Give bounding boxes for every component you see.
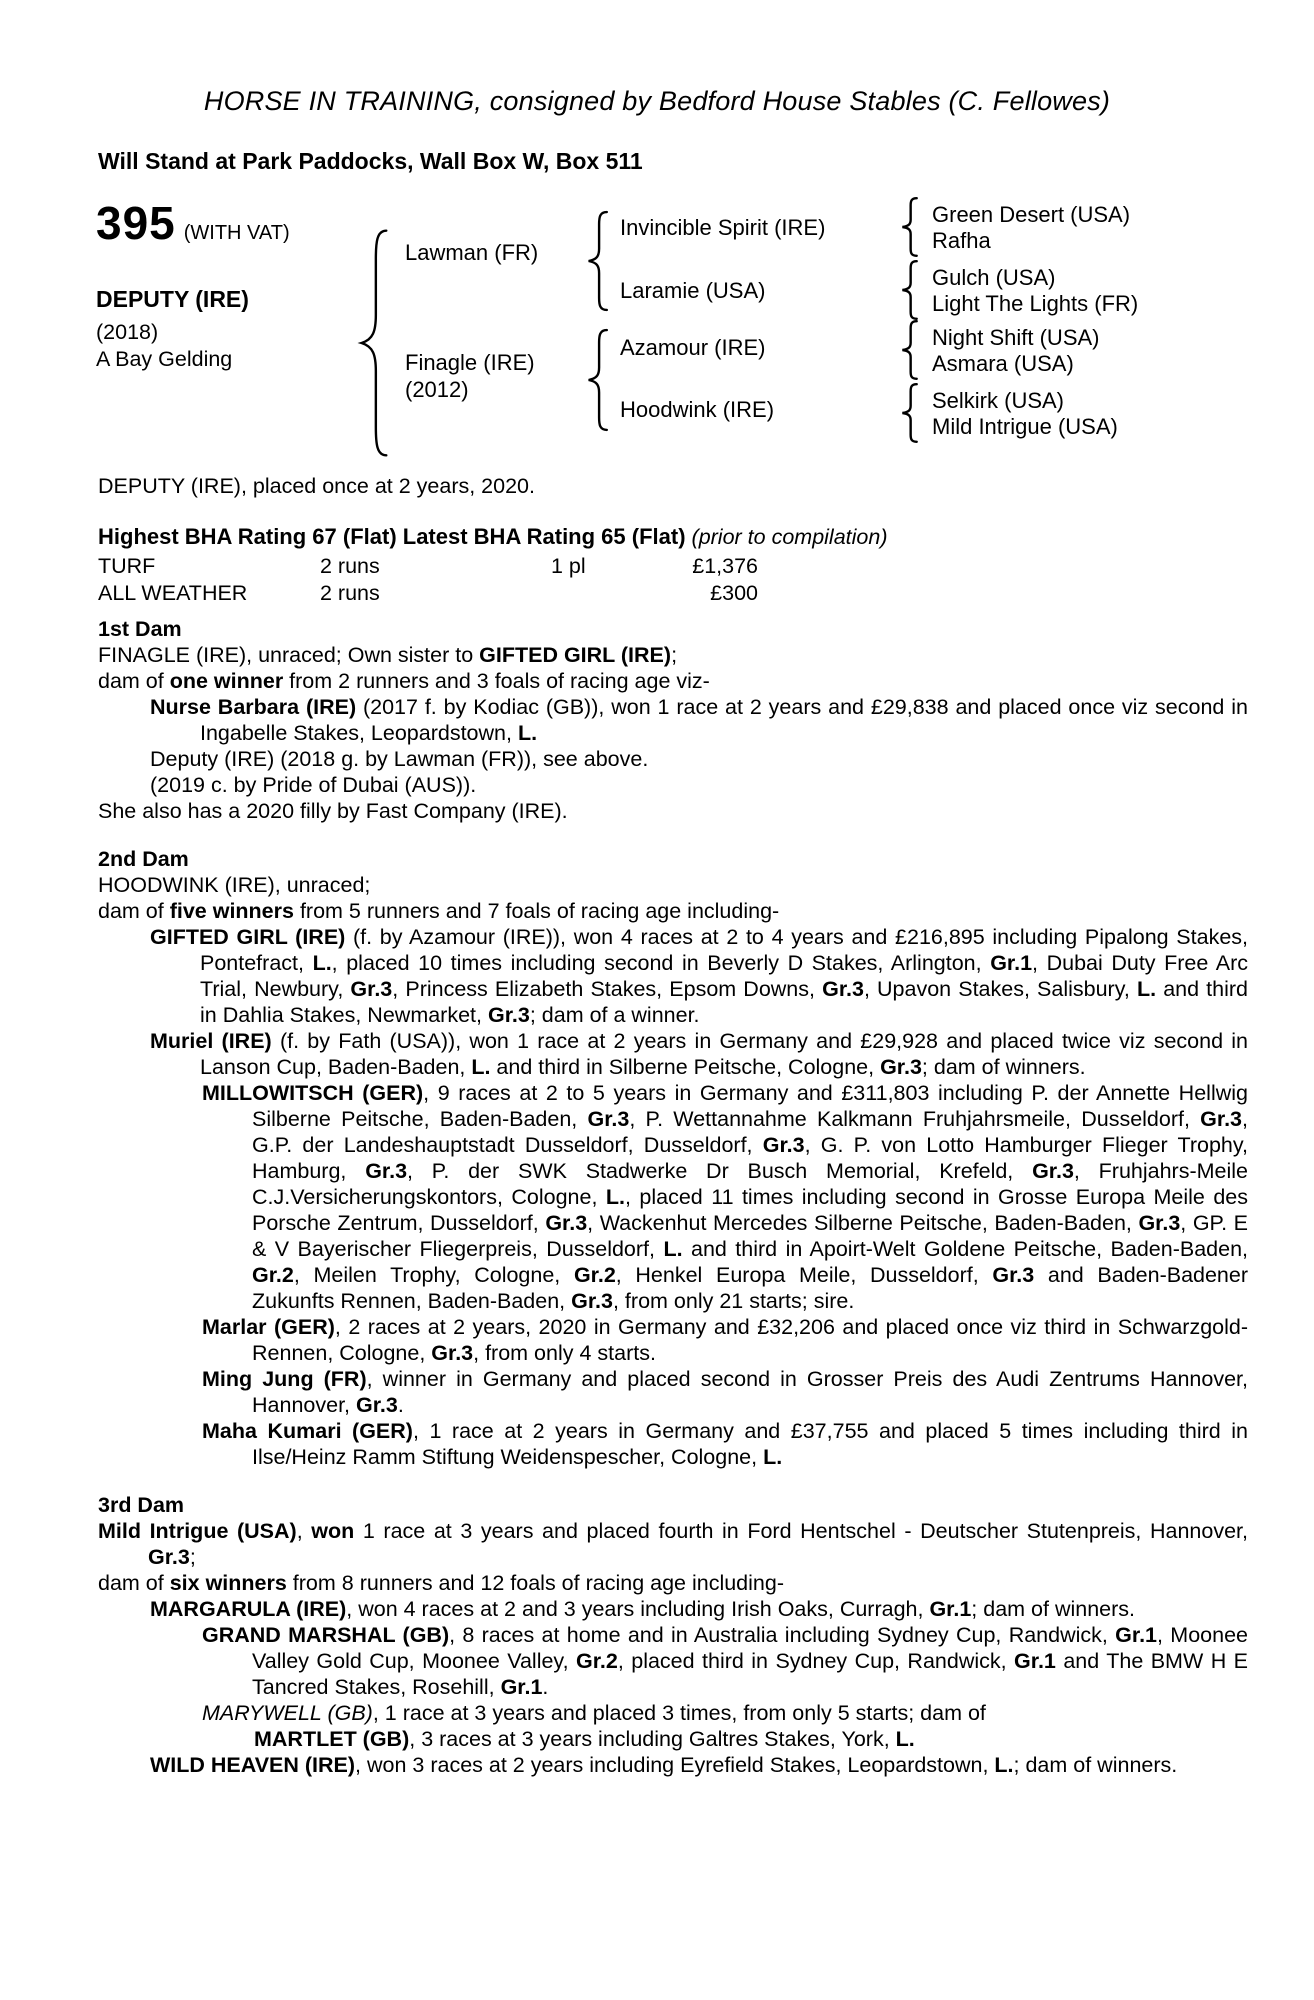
record-runs: 2 runs [320, 554, 380, 578]
pedigree-brace-sire [583, 210, 611, 312]
pedigree-great-grandparent: Light The Lights (FR) [932, 291, 1139, 316]
pedigree-great-grandparent: Asmara (USA) [932, 351, 1074, 376]
bha-rating-line [98, 524, 888, 550]
rating-note: (prior to compilation) [691, 525, 888, 549]
stand-location-line: Will Stand at Park Paddocks, Wall Box W, Box 511 [98, 148, 643, 174]
pedigree-paragraph: GRAND MARSHAL (GB), 8 races at home and in Australia including Sydney Cup, Randwick, Gr.1, Moonee Valley Gold Cup, Moonee Valley, Gr.2, placed third in Sydney Cup, Randwick, Gr.1 and The BMW H E Tancred Stakes, Rosehill, Gr.1. [202, 1623, 1248, 1699]
record-earnings: £300 [710, 581, 758, 605]
pedigree-great-grandparent: Gulch (USA) [932, 265, 1056, 290]
pedigree-paragraph: Nurse Barbara (IRE) (2017 f. by Kodiac (GB)), won 1 race at 2 years and £29,838 and placed once viz second in Ingabelle Stakes, Leopardstown, L. [150, 695, 1248, 745]
record-surface: TURF [98, 554, 156, 578]
pedigree-paragraph: Mild Intrigue (USA), won 1 race at 3 years and placed fourth in Ford Hentschel - Deutscher Stutenpreis, Hannover, Gr.3; [98, 1519, 1248, 1569]
record-places: 1 pl [551, 554, 586, 578]
dam-section-body [98, 642, 1248, 824]
lot-block [96, 196, 290, 250]
pedigree-paragraph: dam of five winners from 5 runners and 7 foals of racing age including- [98, 899, 780, 923]
pedigree-great-grandparent: Selkirk (USA) [932, 388, 1065, 413]
pedigree-paragraph: Maha Kumari (GER), 1 race at 2 years in Germany and £37,755 and placed 5 times including third in Ilse/Heinz Ramm Stiftung Weidenspescher, Cologne, L. [202, 1419, 1249, 1469]
record-row-all-weather [98, 581, 798, 608]
pedigree-paragraph: Muriel (IRE) (f. by Fath (USA)), won 1 race at 2 years in Germany and £29,928 and placed twice viz second in Lanson Cup, Baden-Baden, L. and third in Silberne Peitsche, Cologne, Gr.3; dam of winners. [150, 1029, 1248, 1079]
pedigree-dam: Finagle (IRE) [405, 350, 535, 375]
pedigree-great-grandparent: Night Shift (USA) [932, 325, 1100, 350]
dam-section-heading: 2nd Dam [98, 847, 189, 871]
dam-section-body [98, 872, 1248, 1470]
pedigree-grandsire-paternal: Invincible Spirit (IRE) [620, 215, 826, 240]
pedigree-paragraph: MILLOWITSCH (GER), 9 races at 2 to 5 years in Germany and £311,803 including P. der Annette Hellwig Silberne Peitsche, Baden-Baden, Gr.3, P. Wettannahme Kalkmann Fruhjahrsmeile, Dusseldorf, Gr.3, G.P. der Landeshauptstadt Dusseldorf, Dusseldorf, Gr.3, G. P. von Lotto Hamburger Flieger Trophy, Hamburg, Gr.3, P. der SWK Stadwerke Dr Busch Memorial, Krefeld, Gr.3, Fruhjahrs-Meile C.J.Versicherungskontors, Cologne, L., placed 11 times including second in Grosse Europa Meile des Porsche Zentrum, Dusseldorf, Gr.3, Wackenhut Mercedes Silberne Peitsche, Baden-Baden, Gr.3, GP. E & V Bayerischer Fliegerpreis, Dusseldorf, L. and third in Apoirt-Welt Goldene Peitsche, Baden-Baden, Gr.2, Meilen Trophy, Cologne, Gr.2, Henkel Europa Meile, Dusseldorf, Gr.3 and Baden-Badener Zukunfts Rennen, Baden-Baden, Gr.3, from only 21 starts; sire. [202, 1081, 1249, 1313]
pedigree-paragraph: (2019 c. by Pride of Dubai (AUS)). [150, 773, 477, 797]
dam-sections [98, 616, 1248, 1778]
pedigree-grandsire-maternal: Azamour (IRE) [620, 335, 766, 360]
pedigree-paragraph: Marlar (GER), 2 races at 2 years, 2020 in Germany and £32,206 and placed once viz third in Schwarzgold-Rennen, Cologne, Gr.3, from only 4 starts. [202, 1315, 1248, 1365]
pedigree-great-grandparent: Rafha [932, 228, 991, 253]
pedigree-brace-gg2 [898, 320, 920, 380]
pedigree-paragraph: WILD HEAVEN (IRE), won 3 races at 2 years including Eyrefield Stakes, Leopardstown, L.; dam of winners. [150, 1753, 1178, 1777]
record-row-turf [98, 554, 798, 581]
pedigree-brace-gg1 [898, 260, 920, 320]
pedigree-paragraph: Ming Jung (FR), winner in Germany and placed second in Grosser Preis des Audi Zentrums Hannover, Hannover, Gr.3. [202, 1367, 1248, 1417]
pedigree-paragraph: HOODWINK (IRE), unraced; [98, 873, 371, 897]
pedigree-paragraph: Deputy (IRE) (2018 g. by Lawman (FR)), see above. [150, 747, 649, 771]
race-record-table [98, 554, 798, 608]
record-runs: 2 runs [320, 581, 380, 605]
pedigree-paragraph: dam of six winners from 8 runners and 12 foals of racing age including- [98, 1571, 784, 1595]
pedigree-great-grandparent: Mild Intrigue (USA) [932, 414, 1118, 439]
pedigree-paragraph: MARYWELL (GB), 1 race at 3 years and placed 3 times, from only 5 starts; dam of [202, 1701, 986, 1725]
pedigree-great-grandparent: Green Desert (USA) [932, 202, 1131, 227]
horse-description: A Bay Gelding [96, 347, 233, 371]
pedigree-paragraph: MARGARULA (IRE), won 4 races at 2 and 3 years including Irish Oaks, Curragh, Gr.1; dam of winners. [150, 1597, 1136, 1621]
bha-rating-values: Highest BHA Rating 67 (Flat) Latest BHA Rating 65 (Flat) [98, 524, 686, 549]
second-dam-section [98, 846, 1248, 1470]
horse-name: DEPUTY (IRE) [96, 286, 249, 312]
page-title: HORSE IN TRAINING, consigned by Bedford House Stables (C. Fellowes) [203, 86, 1111, 116]
race-summary: DEPUTY (IRE), placed once at 2 years, 2020. [98, 474, 535, 498]
horse-foaling-year: (2018) [96, 320, 159, 344]
pedigree-brace-gg3 [898, 383, 920, 443]
lot-number: 395 [96, 197, 176, 249]
first-dam-section [98, 616, 1248, 824]
pedigree-granddam-maternal: Hoodwink (IRE) [620, 397, 775, 422]
pedigree-paragraph: She also has a 2020 filly by Fast Company (IRE). [98, 799, 568, 823]
pedigree-dam-year: (2012) [405, 377, 469, 402]
pedigree-paragraph: MARTLET (GB), 3 races at 3 years including Galtres Stakes, York, L. [254, 1727, 915, 1751]
pedigree-paragraph: FINAGLE (IRE), unraced; Own sister to GIFTED GIRL (IRE); [98, 643, 678, 667]
pedigree-paragraph: GIFTED GIRL (IRE) (f. by Azamour (IRE)), won 4 races at 2 to 4 years and £216,895 including Pipalong Stakes, Pontefract, L., placed 10 times including second in Beverly D Stakes, Arlington, Gr.1, Dubai Duty Free Arc Trial, Newbury, Gr.3, Princess Elizabeth Stakes, Epsom Downs, Gr.3, Upavon Stakes, Salisbury, L. and third in Dahlia Stakes, Newmarket, Gr.3; dam of a winner. [150, 925, 1248, 1027]
pedigree-brace-main [354, 226, 392, 460]
dam-section-heading: 3rd Dam [98, 1493, 185, 1517]
pedigree-sire: Lawman (FR) [405, 240, 539, 265]
third-dam-section [98, 1492, 1248, 1778]
record-surface: ALL WEATHER [98, 581, 248, 605]
pedigree-paragraph: dam of one winner from 2 runners and 3 foals of racing age viz- [98, 669, 710, 693]
dam-section-heading: 1st Dam [98, 617, 182, 641]
pedigree-brace-gg0 [898, 197, 920, 257]
vat-note: (WITH VAT) [183, 222, 290, 244]
record-earnings: £1,376 [692, 554, 758, 578]
pedigree-granddam-paternal: Laramie (USA) [620, 278, 766, 303]
dam-section-body [98, 1518, 1248, 1778]
pedigree-brace-dam [583, 328, 611, 432]
